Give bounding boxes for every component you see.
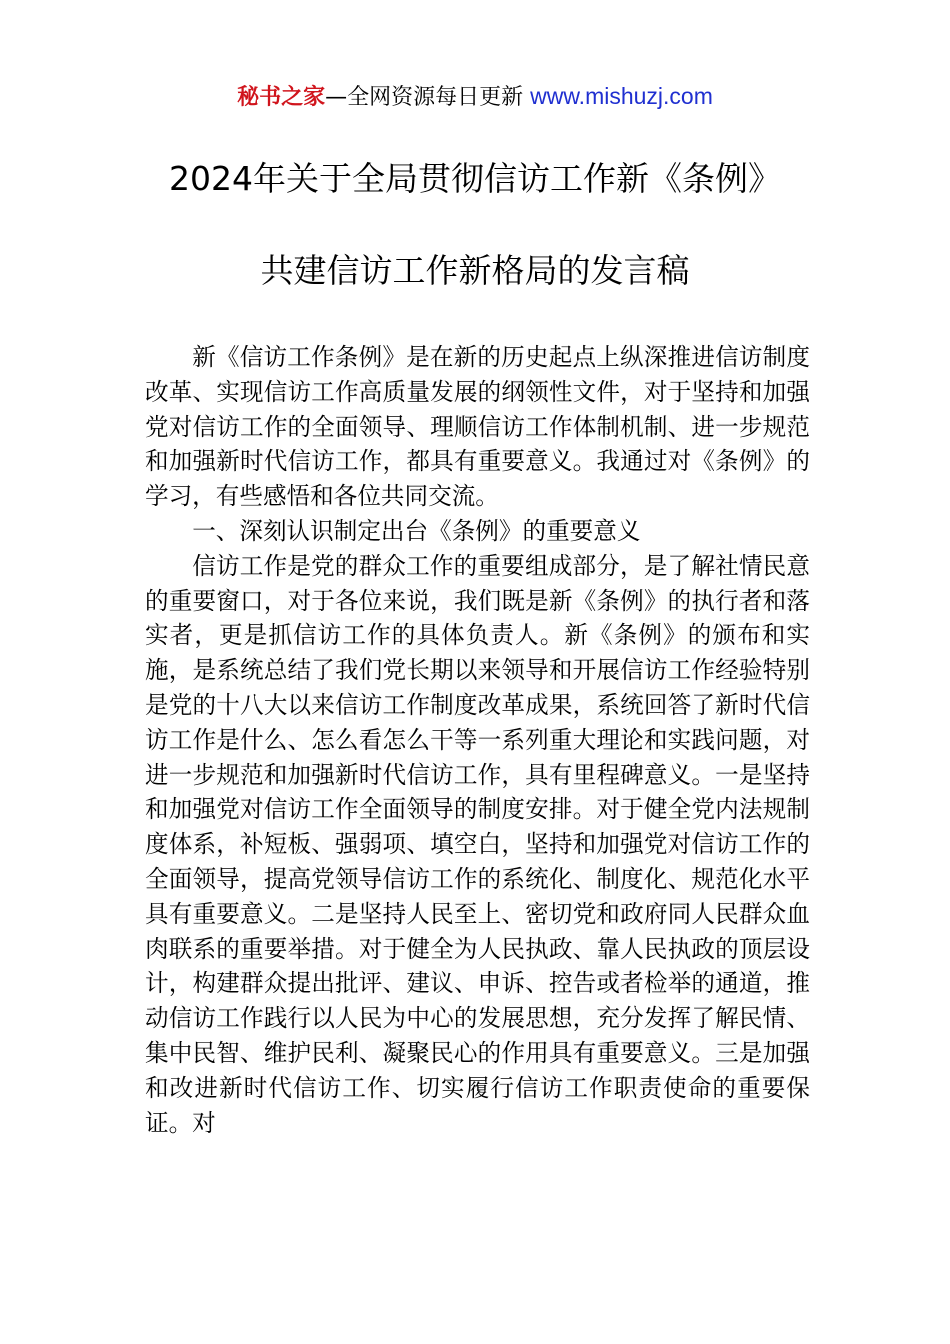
site-header: [0, 80, 950, 114]
document-title-line-2: 共建信访工作新格局的发言稿: [260, 251, 690, 290]
site-brand: 秘书之家: [237, 85, 326, 110]
document-body: [145, 340, 810, 1140]
site-tagline: —全网资源每日更新: [325, 85, 531, 110]
paragraph-section-1: 信访工作是党的群众工作的重要组成部分，是了解社情民意的重要窗口，对于各位来说，我们既是新《条例》的执行者和落实者，更是抓信访工作的具体负责人。新《条例》的颁布和实施，是系统总结了我们党长期以来领导和开展信访工作经验特别是党的十八大以来信访工作制度改革成果，系统回答了新时代信访工作是什么、怎么看怎么干等一系列重大理论和实践问题，对进一步规范和加强新时代信访工作，具有里程碑意义。一是坚持和加强党对信访工作全面领导的制度安排。对于健全党内法规制度体系，补短板、强弱项、填空白，坚持和加强党对信访工作的全面领导，提高党领导信访工作的系统化、制度化、规范化水平具有重要意义。二是坚持人民至上、密切党和政府同人民群众血肉联系的重要举措。对于健全为人民执政、靠人民执政的顶层设计，构建群众提出批评、建议、申诉、控告或者检举的通道，推动信访工作践行以人民为中心的发展思想，充分发挥了解民情、集中民智、维护民利、凝聚民心的作用具有重要意义。三是加强和改进新时代信访工作、切实履行信访工作职责使命的重要保证。对: [145, 551, 810, 1137]
paragraph-intro: 新《信访工作条例》是在新的历史起点上纵深推进信访制度改革、实现信访工作高质量发展的纲领性文件，对于坚持和加强党对信访工作的全面领导、理顺信访工作体制机制、进一步规范和加强新时代信访工作，都具有重要意义。我通过对《条例》的学习，有些感悟和各位共同交流。: [145, 343, 810, 511]
document-title-line-1: 2024年关于全局贯彻信访工作新《条例》: [169, 159, 781, 198]
site-url-link[interactable]: www.mishuzj.com: [530, 83, 713, 109]
section-heading-1: 一、深刻认识制定出台《条例》的重要意义: [192, 516, 641, 545]
